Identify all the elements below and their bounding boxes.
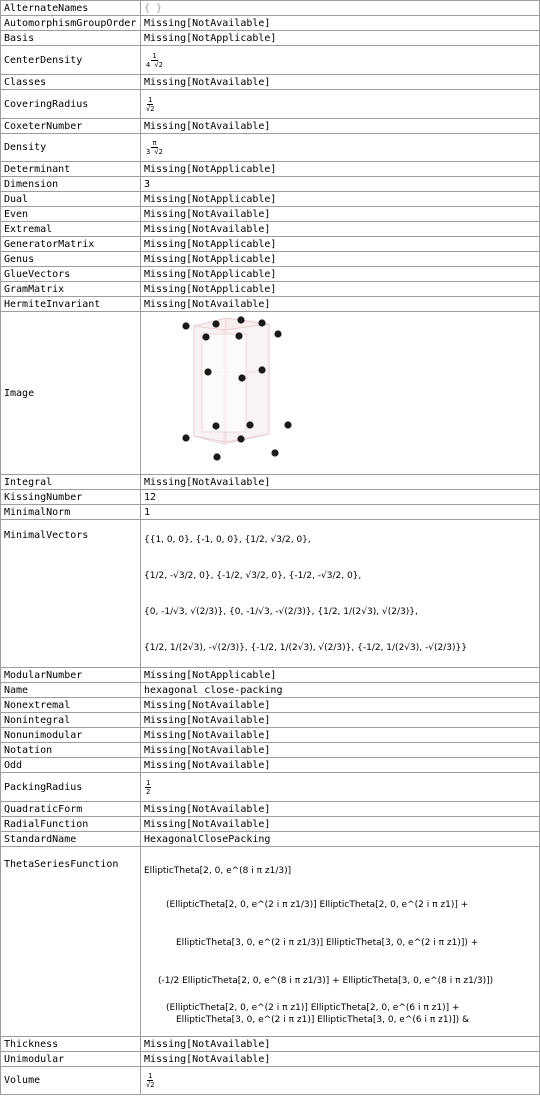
table-row bbox=[1, 698, 540, 713]
property-key: CenterDensity bbox=[1, 46, 141, 75]
property-value: Missing[NotAvailable] bbox=[141, 758, 540, 773]
property-key: Density bbox=[1, 134, 141, 162]
property-value: Missing[NotApplicable] bbox=[141, 192, 540, 207]
table-row bbox=[1, 1052, 540, 1067]
table-row bbox=[1, 743, 540, 758]
property-value: Missing[NotAvailable] bbox=[141, 728, 540, 743]
table-row bbox=[1, 162, 540, 177]
property-key: Basis bbox=[1, 31, 141, 46]
table-row bbox=[1, 520, 540, 668]
property-value: Missing[NotApplicable] bbox=[141, 252, 540, 267]
property-key: CoveringRadius bbox=[1, 90, 141, 119]
property-key: MinimalVectors bbox=[1, 520, 141, 668]
property-key: QuadraticForm bbox=[1, 802, 141, 817]
fraction: $\frac{1}{2}$ bbox=[146, 778, 151, 796]
property-key: Name bbox=[1, 683, 141, 698]
math-line: EllipticTheta[3, 0, e^(2 i π z1/3)] EllipticTheta[3, 0, e^(2 i π z1)]) + bbox=[176, 937, 479, 948]
property-value: Missing[NotAvailable] bbox=[141, 698, 540, 713]
property-key: RadialFunction bbox=[1, 817, 141, 832]
property-key: Nonunimodular bbox=[1, 728, 141, 743]
math-line: (-1/2 EllipticTheta[2, 0, e^(8 i π z1/3)] + EllipticTheta[3, 0, e^(8 i π z1/3)]) bbox=[158, 975, 494, 986]
property-value: Missing[NotAvailable] bbox=[141, 207, 540, 222]
property-value: 12 bbox=[141, 490, 540, 505]
property-value: hexagonal close-packing bbox=[141, 683, 540, 698]
property-key: Image bbox=[1, 312, 141, 475]
property-value: Missing[NotApplicable] bbox=[141, 237, 540, 252]
math-line: {{1, 0, 0}, {-1, 0, 0}, {1/2, √3/2, 0}, bbox=[144, 534, 311, 545]
math-line: {1/2, -√3/2, 0}, {-1/2, √3/2, 0}, {-1/2, -√3/2, 0}, bbox=[144, 570, 362, 581]
table-row bbox=[1, 683, 540, 698]
table-row bbox=[1, 46, 540, 75]
table-row bbox=[1, 282, 540, 297]
table-row bbox=[1, 267, 540, 282]
property-key: KissingNumber bbox=[1, 490, 141, 505]
property-key: Notation bbox=[1, 743, 141, 758]
property-value: Missing[NotApplicable] bbox=[141, 267, 540, 282]
math-line: {1/2, 1/(2√3), -√(2/3)}, {-1/2, 1/(2√3), √(2/3)}, {-1/2, 1/(2√3), -√(2/3)}} bbox=[144, 642, 467, 653]
property-value: Missing[NotAvailable] bbox=[141, 1052, 540, 1067]
property-key: AlternateNames bbox=[1, 1, 141, 16]
math-line-part: (EllipticTheta[2, 0, e^(2 i π z1)] EllipticTheta[2, 0, e^(6 i π z1)] + bbox=[166, 1002, 460, 1013]
property-value: Missing[NotApplicable] bbox=[141, 31, 540, 46]
property-value: Missing[NotApplicable] bbox=[141, 668, 540, 683]
property-value: Missing[NotAvailable] bbox=[141, 713, 540, 728]
property-key: Dual bbox=[1, 192, 141, 207]
hexagonal-lattice-image bbox=[164, 314, 314, 472]
table-row bbox=[1, 16, 540, 31]
fraction: $\frac{1}{√2}$ bbox=[146, 1072, 155, 1089]
math-line: EllipticTheta[2, 0, e^(8 i π z1/3)] bbox=[144, 865, 292, 876]
table-row bbox=[1, 802, 540, 817]
property-key: Extremal bbox=[1, 222, 141, 237]
property-key: Thickness bbox=[1, 1037, 141, 1052]
property-value bbox=[141, 1067, 540, 1095]
table-row bbox=[1, 222, 540, 237]
property-key: Classes bbox=[1, 75, 141, 90]
property-key: Unimodular bbox=[1, 1052, 141, 1067]
property-value: Missing[NotAvailable] bbox=[141, 119, 540, 134]
table-row bbox=[1, 728, 540, 743]
theta-series-value bbox=[141, 847, 540, 1037]
table-row bbox=[1, 1, 540, 16]
property-value bbox=[141, 90, 540, 119]
property-key: CoxeterNumber bbox=[1, 119, 141, 134]
property-key: PackingRadius bbox=[1, 773, 141, 802]
table-row bbox=[1, 134, 540, 162]
property-value: Missing[NotAvailable] bbox=[141, 222, 540, 237]
property-key: Determinant bbox=[1, 162, 141, 177]
property-value: Missing[NotAvailable] bbox=[141, 16, 540, 31]
table-row bbox=[1, 252, 540, 267]
table-row bbox=[1, 177, 540, 192]
property-key: MinimalNorm bbox=[1, 505, 141, 520]
property-key: Genus bbox=[1, 252, 141, 267]
property-key: Volume bbox=[1, 1067, 141, 1095]
property-value bbox=[141, 773, 540, 802]
table-row bbox=[1, 1067, 540, 1095]
property-value: Missing[NotAvailable] bbox=[141, 743, 540, 758]
minimal-vectors-value bbox=[141, 520, 540, 668]
table-row bbox=[1, 668, 540, 683]
fraction: $\frac{1}{4 √2}$ bbox=[146, 51, 163, 69]
property-key: StandardName bbox=[1, 832, 141, 847]
table-row bbox=[1, 312, 540, 475]
table-row bbox=[1, 758, 540, 773]
property-key: ModularNumber bbox=[1, 668, 141, 683]
property-value: { } bbox=[141, 1, 540, 16]
property-key: ThetaSeriesFunction bbox=[1, 847, 141, 1037]
property-key: GeneratorMatrix bbox=[1, 237, 141, 252]
math-line: {0, -1/√3, √(2/3)}, {0, -1/√3, -√(2/3)}, {1/2, 1/(2√3), √(2/3)}, bbox=[144, 606, 418, 617]
table-row bbox=[1, 207, 540, 222]
property-value: Missing[NotAvailable] bbox=[141, 802, 540, 817]
table-row bbox=[1, 31, 540, 46]
property-value: Missing[NotAvailable] bbox=[141, 297, 540, 312]
lattice-image-cell bbox=[141, 312, 540, 475]
property-value bbox=[141, 134, 540, 162]
property-value: 1 bbox=[141, 505, 540, 520]
fraction: $\frac{1}{√2}$ bbox=[146, 95, 155, 113]
table-row bbox=[1, 75, 540, 90]
property-value: 3 bbox=[141, 177, 540, 192]
table-row bbox=[1, 119, 540, 134]
table-row bbox=[1, 475, 540, 490]
property-key: Dimension bbox=[1, 177, 141, 192]
table-row bbox=[1, 297, 540, 312]
property-key: Even bbox=[1, 207, 141, 222]
table-row bbox=[1, 847, 540, 1037]
math-line: (EllipticTheta[2, 0, e^(2 i π z1/3)] EllipticTheta[2, 0, e^(2 i π z1)] + bbox=[166, 899, 469, 910]
table-row bbox=[1, 817, 540, 832]
table-row bbox=[1, 490, 540, 505]
property-key: Odd bbox=[1, 758, 141, 773]
property-value: Missing[NotApplicable] bbox=[141, 282, 540, 297]
math-line-part: EllipticTheta[3, 0, e^(2 i π z1)] EllipticTheta[3, 0, e^(6 i π z1)]) & bbox=[176, 1014, 469, 1025]
property-value: HexagonalClosePacking bbox=[141, 832, 540, 847]
property-key: HermiteInvariant bbox=[1, 297, 141, 312]
property-key: AutomorphismGroupOrder bbox=[1, 16, 141, 31]
table-row bbox=[1, 832, 540, 847]
math-line bbox=[144, 1000, 536, 1028]
property-key: Nonextremal bbox=[1, 698, 141, 713]
table-row bbox=[1, 713, 540, 728]
property-key: Nonintegral bbox=[1, 713, 141, 728]
property-value: Missing[NotAvailable] bbox=[141, 817, 540, 832]
property-value: Missing[NotApplicable] bbox=[141, 162, 540, 177]
table-row bbox=[1, 237, 540, 252]
property-key: GlueVectors bbox=[1, 267, 141, 282]
table-row bbox=[1, 773, 540, 802]
table-row bbox=[1, 192, 540, 207]
property-value: Missing[NotAvailable] bbox=[141, 475, 540, 490]
table-row bbox=[1, 505, 540, 520]
property-key: GramMatrix bbox=[1, 282, 141, 297]
table-row bbox=[1, 1037, 540, 1052]
fraction: $\frac{\pi}{3 √2}$ bbox=[146, 139, 163, 156]
property-key: Integral bbox=[1, 475, 141, 490]
property-value: Missing[NotAvailable] bbox=[141, 75, 540, 90]
table-row bbox=[1, 90, 540, 119]
property-value bbox=[141, 46, 540, 75]
property-value: Missing[NotAvailable] bbox=[141, 1037, 540, 1052]
